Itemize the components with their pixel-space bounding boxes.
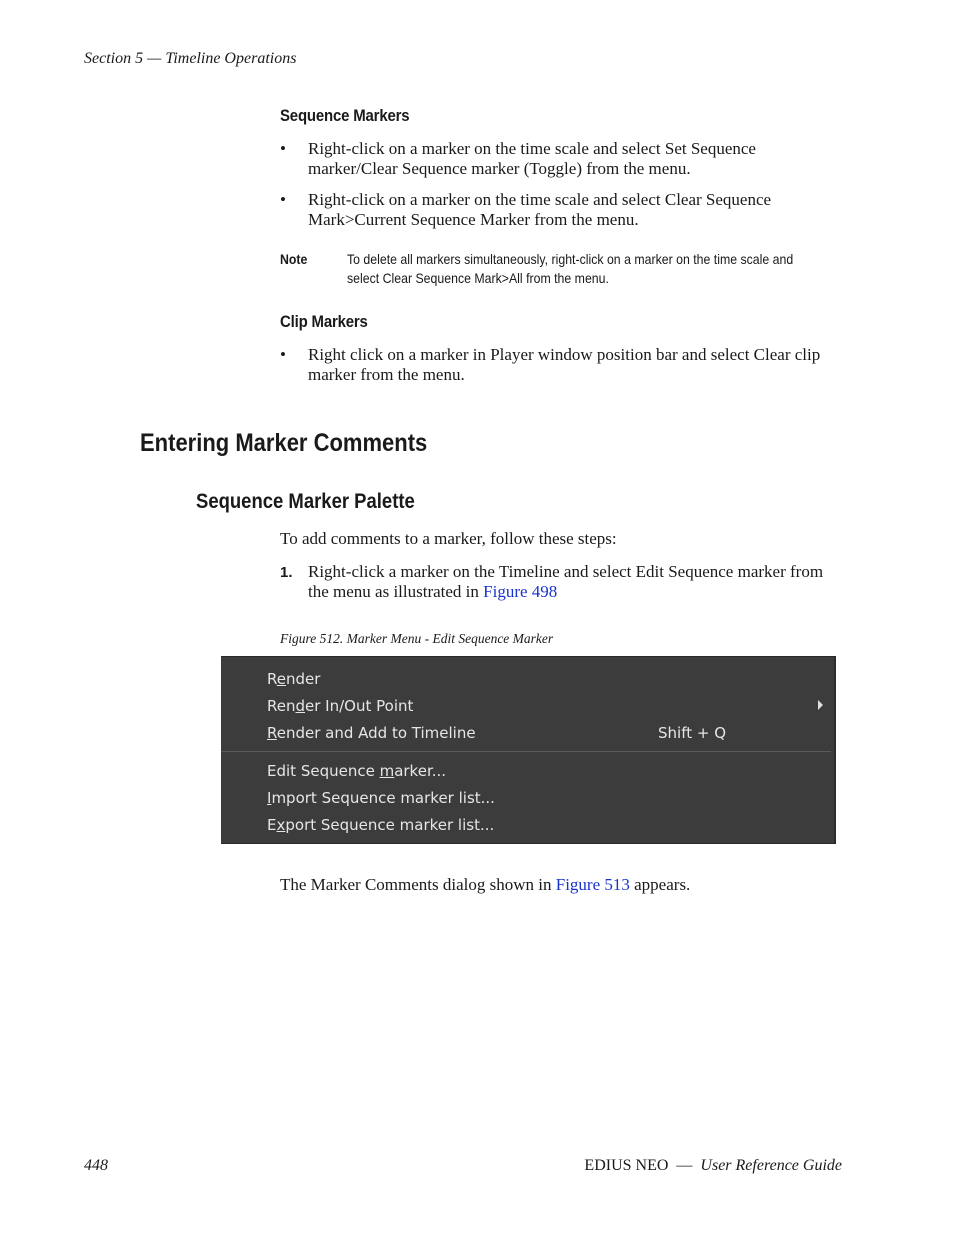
page-number: 448 <box>84 1157 108 1174</box>
bullet: • <box>280 139 286 158</box>
clip-markers-heading: Clip Markers <box>280 312 368 331</box>
footer-guide-title: User Reference Guide <box>700 1157 842 1174</box>
bullet-text: Right-click on a marker on the time scale and select Set Sequence marker/Clear Sequence marker (Toggle) from the menu. <box>308 139 756 178</box>
section-title: Entering Marker Comments <box>140 429 428 457</box>
running-head: Section 5 — Timeline Operations <box>84 50 297 67</box>
figure-498-link[interactable]: Figure 498 <box>483 582 558 601</box>
bullet-text: Right click on a marker in Player window position bar and select Clear clip marker from the menu. <box>308 345 821 384</box>
subsection-title: Sequence Marker Palette <box>196 490 415 513</box>
step-text <box>308 562 840 602</box>
menu-item-render-in-out-point[interactable]: Render In/Out Point <box>267 697 414 715</box>
step-item <box>280 562 840 604</box>
footer-product: EDIUS NEO <box>584 1157 669 1174</box>
menu-item-edit-sequence-marker[interactable]: Edit Sequence marker... <box>267 762 447 780</box>
menu-separator <box>221 751 831 752</box>
menu-shortcut: Shift + Q <box>658 724 727 742</box>
submenu-arrow-icon <box>818 700 823 710</box>
marker-context-menu <box>221 656 836 844</box>
figure-caption: Figure 512. Marker Menu - Edit Sequence Marker <box>280 631 554 646</box>
menu-edge <box>834 657 836 843</box>
footer-guide: EDIUS NEO — User Reference Guide <box>584 1157 842 1174</box>
step-number: 1. <box>280 564 293 581</box>
bullet-text: Right-click on a marker on the time scale and select Clear Sequence Mark>Current Sequence Marker from the menu. <box>308 190 772 229</box>
note-label: Note <box>280 251 308 267</box>
menu-item-render[interactable]: Render <box>267 670 321 688</box>
menu-item-render-add-timeline[interactable]: Render and Add to Timeline <box>267 724 476 742</box>
bullet: • <box>280 345 286 364</box>
menu-item-import-marker-list[interactable]: Import Sequence marker list... <box>267 789 495 807</box>
step-text-body: Right-click a marker on the Timeline and select Edit Sequence marker from the menu as illustrated in <box>308 562 824 601</box>
after-figure-text: The Marker Comments dialog shown in Figure 513 appears. <box>280 875 691 894</box>
intro-text: To add comments to a marker, follow these steps: <box>280 529 617 548</box>
menu-item-export-marker-list[interactable]: Export Sequence marker list... <box>267 816 495 834</box>
figure-513-link[interactable]: Figure 513 <box>555 875 630 894</box>
note-text: To delete all markers simultaneously, right-click on a marker on the time scale and select Clear Sequence Mark>All from the menu. <box>347 251 794 286</box>
bullet: • <box>280 190 286 209</box>
sequence-markers-heading: Sequence Markers <box>280 106 410 125</box>
